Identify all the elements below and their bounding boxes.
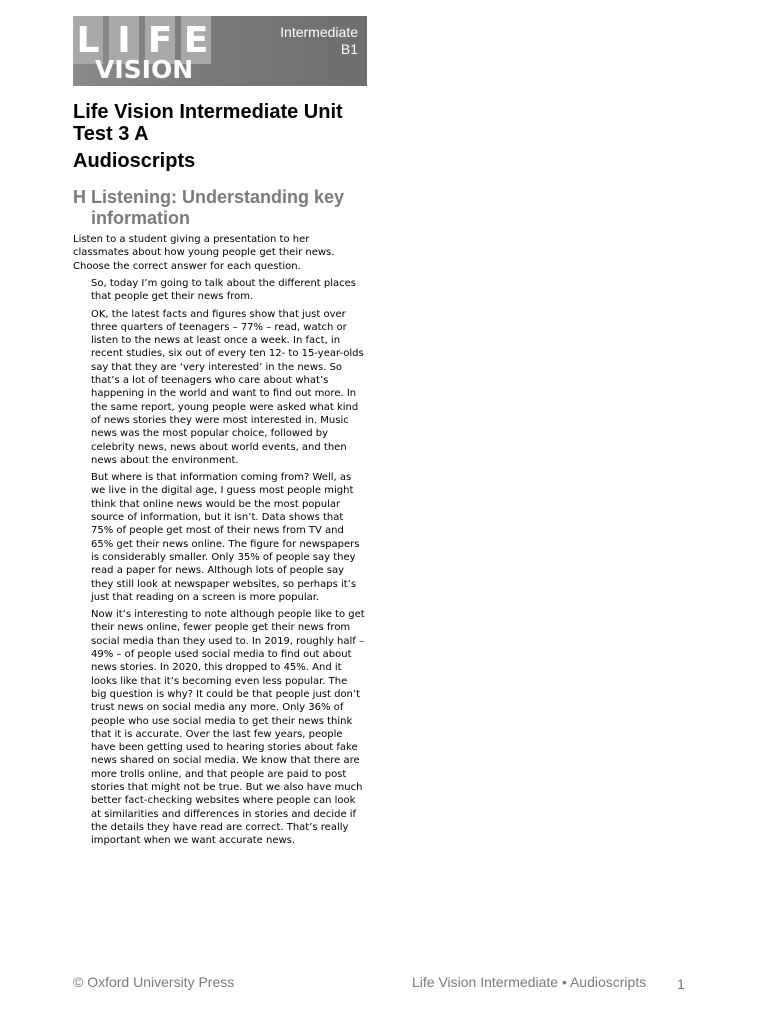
section-heading: [73, 187, 363, 229]
document-subtitle: Audioscripts: [73, 150, 196, 172]
level-name: Intermediate: [280, 24, 358, 40]
section-title: Listening: Understanding key information: [91, 187, 345, 228]
level-code: B1: [340, 41, 358, 57]
instructions: Listen to a student giving a presentation to her classmates about how young people get their news. Choose the correct answer for each question.: [73, 234, 335, 272]
script-paragraph: Now it’s interesting to note although people like to get their news online, fewer people get their news from social media than they used to. In 2019, roughly half – 49% – of people used social media to find out about news stories. In 2020, this dropped to 45%. And it looks like that it’s becoming even less popular. The big question is why? It could be that people just don’t trust news on social media any more. Only 36% of people who use social media to get their news think that it is accurate. Over the last few years, people have been getting used to hearing stories about fake news shared on social media. We know that there are more trolls online, and that people are paid to post stories that might not be true. But we also have much better fact-checking websites where people can look at similarities and differences in stories and decide if the details they have read are correct. That’s really important when we want accurate news.: [91, 609, 365, 847]
page-number: 1: [677, 976, 685, 992]
document-title: Life Vision Intermediate Unit Test 3 A: [73, 101, 343, 145]
logo-letter: E: [183, 20, 209, 61]
logo-letter: I: [117, 20, 131, 61]
life-vision-logo: [73, 16, 367, 86]
section-letter: H: [73, 187, 86, 207]
audioscript-body: [91, 277, 365, 851]
level-label: [238, 24, 358, 58]
footer-copyright: © Oxford University Press: [73, 974, 235, 990]
logo-letter: L: [76, 20, 100, 61]
logo-word-vision: VISION: [95, 55, 194, 84]
logo-letter: F: [147, 20, 173, 61]
script-paragraph: But where is that information coming from? Well, as we live in the digital age, I guess most people might think that online news would be the most popular source of information, but it isn’t. Data shows that 75% of people get most of their news from TV and 65% get their news online. The figure for newspapers is considerably smaller. Only 35% of people say they read a paper for news. Although lots of people say they still look at newspaper websites, so perhaps it’s just that reading on a screen is more popular.: [91, 472, 360, 603]
script-paragraph: OK, the latest facts and figures show that just over three quarters of teenagers – 77% – read, watch or listen to the news at least once a week. In fact, in recent studies, six out of every ten 12- to 15-year-olds say that they are ‘very interested’ in the news. So that’s a lot of teenagers who care about what’s happening in the world and want to find out more. In the same report, young people were asked what kind of news stories they were most interested in. Music news was the most popular choice, followed by celebrity news, news about world events, and then news about the environment.: [91, 308, 364, 466]
script-paragraph: So, today I’m going to talk about the different places that people get their news from.: [91, 278, 356, 303]
footer-running-title: Life Vision Intermediate • Audioscripts: [412, 974, 647, 990]
